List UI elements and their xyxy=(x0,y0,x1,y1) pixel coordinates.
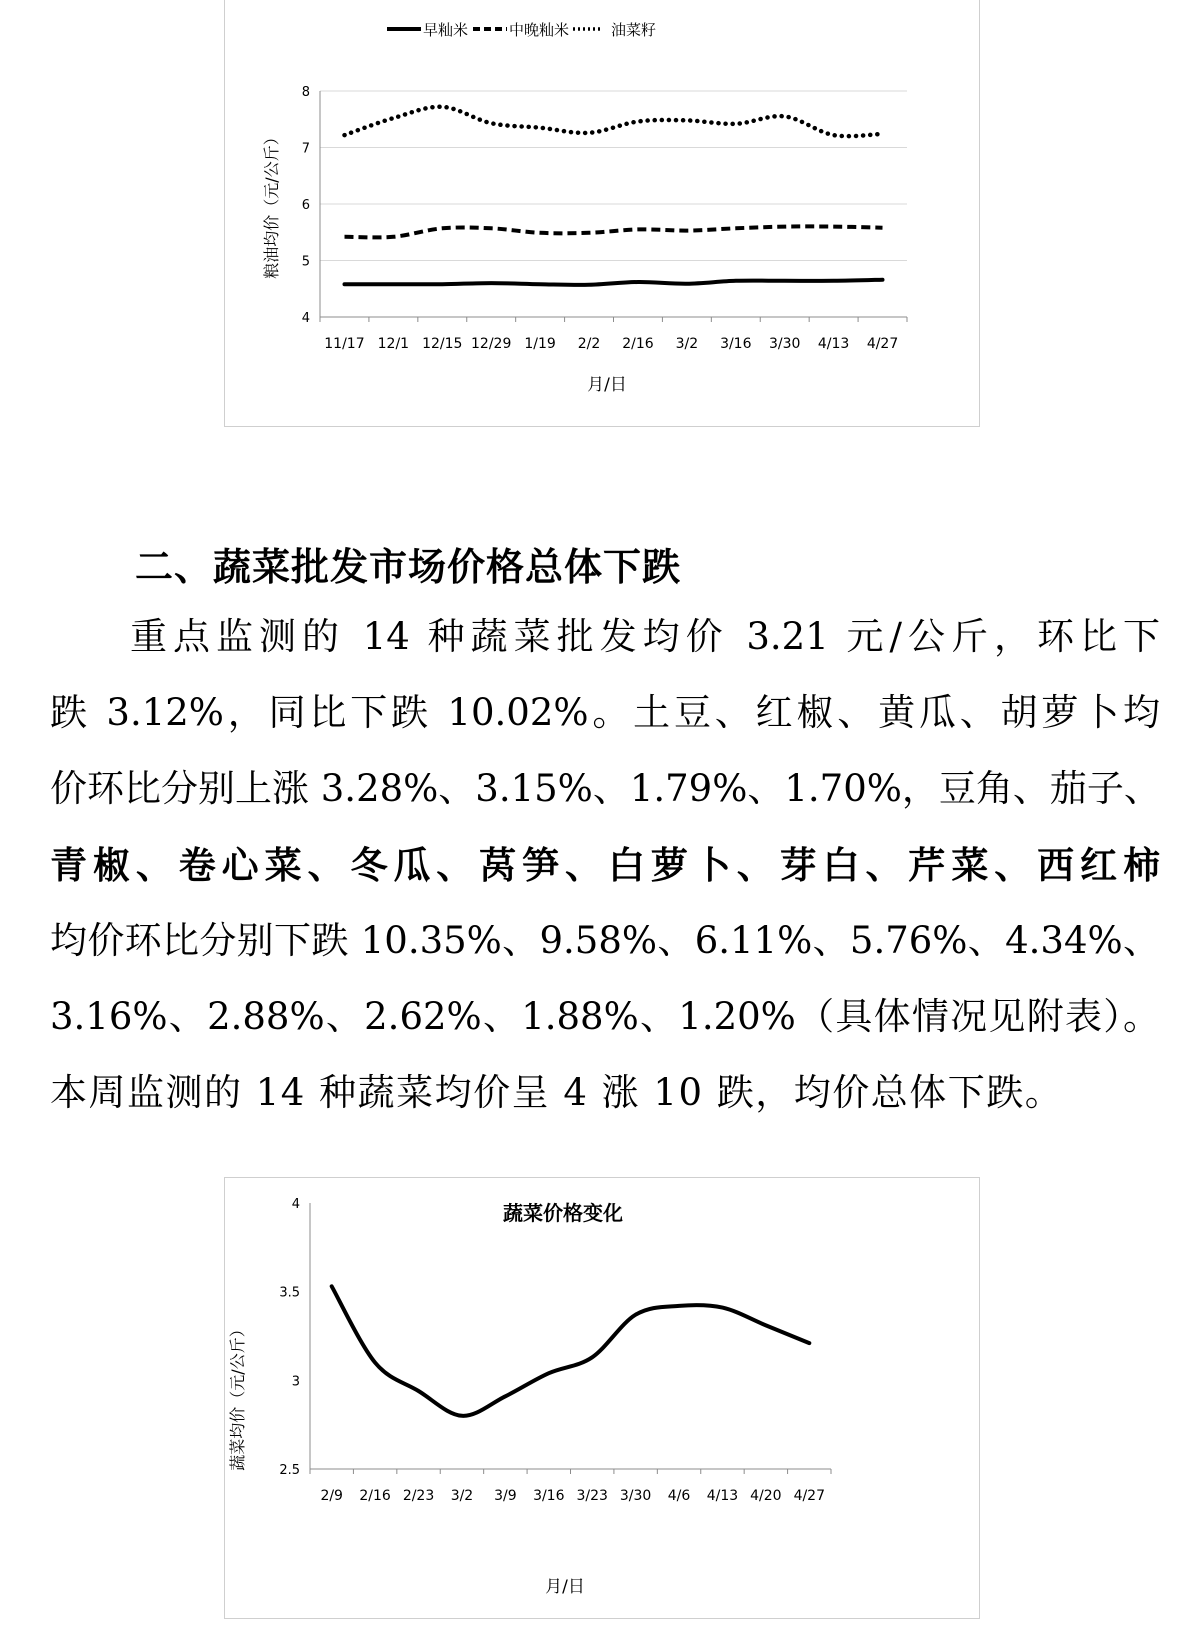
x-tick-label: 2/16 xyxy=(622,336,654,352)
series-line-rapeseed xyxy=(345,107,883,136)
x-tick-label: 3/2 xyxy=(450,1488,474,1504)
chart-title: 蔬菜价格变化 xyxy=(503,1201,623,1225)
y-axis-label: 蔬菜均价（元/公斤） xyxy=(228,1321,247,1471)
x-tick-label: 1/19 xyxy=(524,336,556,352)
paragraph-line: 价环比分别上涨 3.28%、3.15%、1.79%、1.70%，豆角、茄子、 xyxy=(50,767,1161,810)
x-tick-label: 3/23 xyxy=(576,1488,608,1504)
series-line-vegetable xyxy=(332,1286,810,1416)
series-line-late-rice xyxy=(345,226,883,237)
chart-legend xyxy=(387,21,656,39)
paragraph-line: 青椒、卷心菜、冬瓜、莴笋、白萝卜、芽白、芹菜、西红柿 xyxy=(50,843,1160,887)
legend-label-early-rice: 早籼米 xyxy=(423,21,469,39)
vegetable-price-chart xyxy=(224,1177,980,1619)
y-tick-label: 4 xyxy=(301,311,310,326)
x-tick-label: 3/2 xyxy=(675,336,699,352)
y-tick-label: 6 xyxy=(301,198,310,213)
x-tick-label: 11/17 xyxy=(324,336,365,352)
y-tick-label: 8 xyxy=(301,85,310,100)
x-tick-label: 3/16 xyxy=(533,1488,565,1504)
x-tick-label: 4/13 xyxy=(706,1488,739,1504)
x-tick-label: 3/30 xyxy=(768,336,801,352)
x-tick-label: 4/20 xyxy=(750,1488,782,1504)
grain-oil-price-chart-svg xyxy=(225,0,979,426)
legend-label-late-rice: 中晚籼米 xyxy=(509,21,570,39)
body-paragraph xyxy=(50,599,1160,1131)
y-tick-label: 7 xyxy=(301,141,310,157)
paragraph-line: 跌 3.12%，同比下跌 10.02%。土豆、红椒、黄瓜、胡萝卜均 xyxy=(50,691,1160,734)
y-tick-label: 5 xyxy=(301,254,310,270)
paragraph-line: 本周监测的 14 种蔬菜均价呈 4 涨 10 跌，均价总体下跌。 xyxy=(50,1071,1064,1114)
x-axis-label: 月/日 xyxy=(545,1577,585,1597)
x-tick-label: 4/27 xyxy=(793,1488,826,1504)
x-tick-label: 4/13 xyxy=(817,336,850,352)
x-tick-label: 3/16 xyxy=(720,336,752,352)
grain-oil-price-chart xyxy=(224,0,980,427)
series-line-early-rice xyxy=(345,280,883,285)
x-tick-label: 2/9 xyxy=(320,1488,343,1504)
x-tick-label: 3/30 xyxy=(619,1488,652,1504)
vegetable-price-chart-svg xyxy=(225,1178,979,1618)
x-tick-label: 4/6 xyxy=(667,1488,691,1504)
legend-label-rapeseed: 油菜籽 xyxy=(611,21,657,39)
x-tick-label: 3/9 xyxy=(494,1488,517,1504)
x-tick-label: 12/1 xyxy=(377,336,410,352)
x-tick-label: 2/23 xyxy=(402,1488,435,1504)
y-axis-label: 粮油均价（元/公斤） xyxy=(262,129,281,279)
paragraph-line: 重点监测的 14 种蔬菜批发均价 3.21 元/公斤，环比下 xyxy=(130,615,1160,658)
y-tick-label: 3 xyxy=(291,1374,300,1390)
y-tick-label: 2.5 xyxy=(279,1463,300,1478)
x-tick-label: 2/16 xyxy=(359,1488,391,1504)
y-tick-label: 4 xyxy=(291,1197,300,1212)
x-tick-label: 12/29 xyxy=(471,336,512,352)
x-tick-label: 12/15 xyxy=(422,336,463,352)
x-tick-label: 4/27 xyxy=(866,336,899,352)
section-heading: 二、蔬菜批发市场价格总体下跌 xyxy=(135,545,682,589)
x-tick-label: 2/2 xyxy=(577,336,601,352)
paragraph-line: 均价环比分别下跌 10.35%、9.58%、6.11%、5.76%、4.34%、 xyxy=(50,919,1160,962)
paragraph-line: 3.16%、2.88%、2.62%、1.88%、1.20%（具体情况见附表）。 xyxy=(50,995,1160,1038)
x-axis-label: 月/日 xyxy=(587,375,627,395)
y-tick-label: 3.5 xyxy=(279,1285,300,1301)
